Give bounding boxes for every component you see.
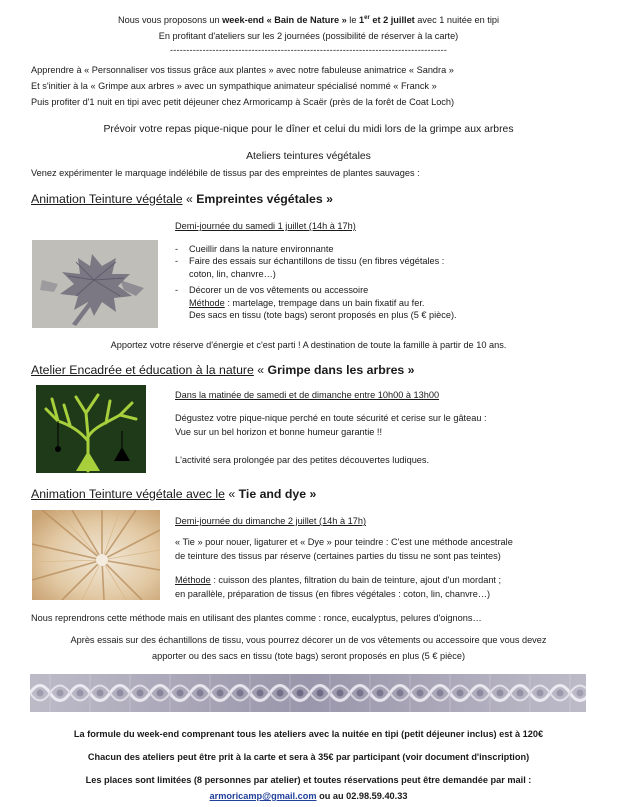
section3-line-5: Nous reprendrons cette méthode mais en utilisant des plantes comme : ronce, eucalyptus, pelures d'oignons…	[31, 613, 482, 623]
intro-line-2: En profitant d'ateliers sur les 2 journées (possibilité de réserver à la carte)	[158, 31, 459, 41]
section3-title-quote: «	[224, 487, 239, 501]
section2-title-underlined: Atelier Encadrée et éducation à la nature	[31, 363, 254, 377]
intro-line-4: Et s'initier à la « Grimpe aux arbres » avec un sympathique animateur spécialisé nommé « Franck »	[31, 81, 437, 91]
section3-line-2: de teinture des tissus par réserve (certaines parties du tissu ne sont pas teintes)	[175, 551, 501, 561]
intro-text: Nous vous proposons un	[117, 15, 223, 26]
fabric-pattern-icon	[30, 674, 586, 712]
section2-line-2: Vue sur un bel horizon et bonne humeur garantie !!	[175, 427, 383, 437]
intro-text: avec 1 nuitée en tipi	[414, 15, 500, 26]
tree-icon	[36, 385, 146, 473]
section1-title-underlined: Animation Teinture végétale	[31, 192, 183, 206]
section2-line-3: L'activité sera prolongée par des petites découvertes ludiques.	[175, 455, 430, 465]
section1-date: Demi-journée du samedi 1 juillet (14h à 17h)	[175, 221, 356, 231]
leaf-print-icon	[32, 240, 158, 328]
intro-line-5: Puis profiter d'1 nuit en tipi avec petit déjeuner chez Armoricamp à Scaër (près de la forêt de Coat Loch)	[31, 97, 455, 107]
section2-title-name: Grimpe dans les arbres »	[267, 363, 415, 377]
date-day: 1	[359, 15, 365, 26]
contact-line	[0, 791, 617, 801]
picnic-note: Prévoir votre repas pique-nique pour le dîner et celui du midi lors de la grimpe aux arbres	[103, 124, 514, 135]
bags-text: Des sacs en tissu (tote bags) seront proposés en plus (5 € pièce).	[189, 310, 457, 321]
section3-line-4: en parallèle, préparation de tissus (en fibres végétales : coton, lin, chanvre…)	[175, 589, 491, 599]
section1-footer: Apportez votre réserve d'énergie et c'est parti ! A destination de toute la famille à partir de 10 ans.	[110, 340, 507, 350]
methode-text: : martelage, trempage dans un bain fixatif au fer.	[224, 297, 425, 308]
email-link[interactable]: armoricamp@gmail.com	[209, 791, 317, 801]
list-item	[175, 255, 457, 280]
weekend-name: week-end « Bain de Nature »	[222, 15, 347, 26]
section2-date: Dans la matinée de samedi et de dimanche entre 10h00 à 13h00	[175, 390, 440, 400]
list-item	[175, 284, 457, 321]
section3-title	[31, 487, 316, 501]
separator: -------------------------------------------------------------------------------------	[169, 45, 448, 55]
section3-line-1: « Tie » pour nouer, ligaturer et « Dye » pour teindre : C'est une méthode ancestrale	[175, 537, 513, 547]
section2-title	[31, 363, 415, 377]
booking-info: Les places sont limitées (8 personnes par atelier) et toutes réservations peut être demandée par mail :	[85, 775, 532, 785]
fabric-banner-image	[30, 674, 586, 712]
section3-title-underlined: Animation Teinture végétale avec le	[31, 487, 225, 501]
section1-title	[31, 192, 333, 206]
intro-line-1	[0, 15, 617, 25]
intro-text: le	[346, 15, 360, 26]
section1-title-name: Empreintes végétales »	[196, 192, 333, 206]
price-workshop: Chacun des ateliers peut être prit à la carte et sera à 35€ par participant (voir document d'inscription)	[87, 752, 530, 762]
section3-line-7: apporter ou des sacs en tissu (tote bags) seront proposés en plus (5 € pièce)	[151, 651, 466, 661]
section1-list	[175, 243, 457, 321]
date-rest: et 2 juillet	[369, 15, 415, 26]
list-item-text: Faire des essais sur échantillons de tissu (en fibres végétales :	[189, 256, 445, 267]
price-weekend: La formule du week-end comprenant tous les ateliers avec la nuitée en tipi (petit déjeuner inclus) est à 120€	[73, 729, 544, 739]
list-item: - Cueillir dans la nature environnante	[175, 243, 457, 255]
list-item-text: Décorer un de vos vêtements ou accessoire	[189, 285, 369, 296]
section2-title-quote: «	[253, 363, 268, 377]
section2-line-1: Dégustez votre pique-nique perché en toute sécurité et cerise sur le gâteau :	[175, 413, 487, 423]
intro-line-3: Apprendre à « Personnaliser vos tissus grâce aux plantes » avec notre fabuleuse animatrice « Sandra »	[31, 65, 454, 75]
tree-climbing-image	[36, 385, 146, 473]
tie-dye-image	[32, 510, 160, 600]
section3-title-name: Tie and dye »	[238, 487, 317, 501]
workshops-intro: Venez expérimenter le marquage indélébile de tissus par des empreintes de plantes sauvages :	[31, 168, 420, 178]
section1-title-quote: «	[182, 192, 197, 206]
methode-text: : cuisson des plantes, filtration du bain de teinture, ajout d'un mordant ;	[210, 575, 502, 585]
leaf-print-image	[32, 240, 158, 328]
tie-dye-icon	[32, 510, 160, 600]
section3-line-6: Après essais sur des échantillons de tissu, vous pourrez décorer un de vos vêtements ou accessoire que vous devez	[70, 635, 547, 645]
methode-label: Méthode	[189, 297, 225, 308]
phone-number: ou au 02.98.59.40.33	[316, 791, 408, 801]
methode-label: Méthode	[175, 575, 211, 585]
list-item-text-cont: coton, lin, chanvre…)	[189, 268, 276, 279]
section3-date: Demi-journée du dimanche 2 juillet (14h à 17h)	[175, 516, 367, 526]
date-sup: er	[364, 15, 370, 21]
section3-methode	[175, 575, 501, 585]
workshops-heading: Ateliers teintures végétales	[246, 151, 371, 162]
